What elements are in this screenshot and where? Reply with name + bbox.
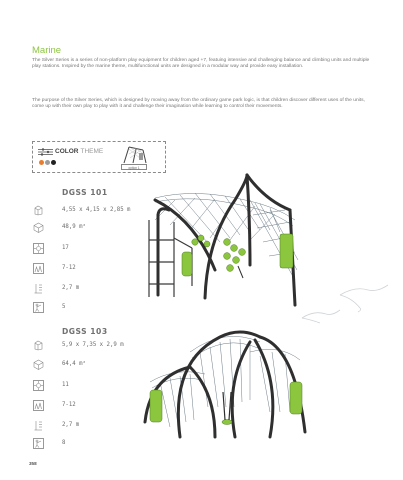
installation-time-value: 8 [62, 440, 66, 446]
spec-row-dimensions [33, 204, 131, 216]
dimensions-icon [33, 205, 44, 216]
color-label-bold: COLOR [55, 148, 79, 155]
spec-row-area [33, 358, 86, 370]
capacity-value: 11 [62, 382, 69, 388]
dgss-101-illustration [135, 170, 315, 310]
age-value: 7-12 [62, 265, 76, 271]
product-code-2: DGSS 103 [62, 327, 108, 336]
capacity-icon [33, 380, 44, 391]
color-dots [39, 160, 56, 165]
theme-label-light: THEME [80, 148, 104, 155]
area-value: 64,4 m² [62, 361, 86, 367]
color-theme-box [32, 141, 166, 173]
dimensions-value: 5,9 x 7,35 x 2,9 m [62, 342, 124, 348]
area-icon [33, 359, 44, 370]
age-group-icon [33, 263, 44, 274]
fall-height-icon [33, 420, 44, 431]
option-thumbnail-icon [121, 144, 149, 164]
spec-row-area [33, 221, 86, 233]
color-theme-label [55, 148, 103, 155]
capacity-value: 17 [62, 245, 69, 251]
spec-row-fall-height [33, 419, 80, 431]
spec-row-installation [33, 301, 66, 313]
intro-paragraph: The Silver Series is a series of non-platform play equipment for children aged +7, featuing intensive and challenging balance and climbing units and multiple play stations. Inspired by the marine theme, multifunctional units are designed in a modular way and provide easy installation. [32, 58, 370, 70]
spec-row-capacity [33, 379, 69, 391]
installation-time-icon [33, 302, 44, 313]
age-value: 7-12 [62, 402, 76, 408]
spec-row-capacity [33, 242, 69, 254]
dimensions-icon [33, 340, 44, 351]
spec-row-age [33, 399, 76, 411]
area-icon [33, 222, 44, 233]
age-group-icon [33, 400, 44, 411]
fall-height-icon [33, 283, 44, 294]
section-title: Marine [32, 45, 62, 56]
page-number: 358 [29, 461, 37, 466]
black-color-dot [51, 160, 56, 165]
fall-height-value: 2,7 m [62, 422, 80, 428]
fall-height-value: 2,7 m [62, 285, 80, 291]
installation-time-icon [33, 438, 44, 449]
installation-time-value: 5 [62, 304, 66, 310]
area-value: 48,9 m² [62, 224, 86, 230]
option-badge: option 1 [121, 164, 147, 170]
purpose-paragraph: The purpose of the Silver Series, which is designed by moving away from the ordinary game park logic, is that children discover different uses of the units, come up with their own play to play with it and challenge their imagination while learning to control their movements. [32, 98, 365, 110]
product-code-1: DGSS 101 [62, 188, 108, 197]
color-swatch-icon [38, 148, 53, 156]
spec-row-age [33, 262, 76, 274]
spec-row-fall-height [33, 282, 80, 294]
capacity-icon [33, 243, 44, 254]
spec-row-dimensions [33, 339, 124, 351]
dimensions-value: 4,55 x 4,15 x 2,85 m [62, 207, 131, 213]
spec-row-installation [33, 437, 66, 449]
orange-color-dot [39, 160, 44, 165]
dgss-103-illustration [130, 312, 320, 452]
grey-color-dot [45, 160, 50, 165]
